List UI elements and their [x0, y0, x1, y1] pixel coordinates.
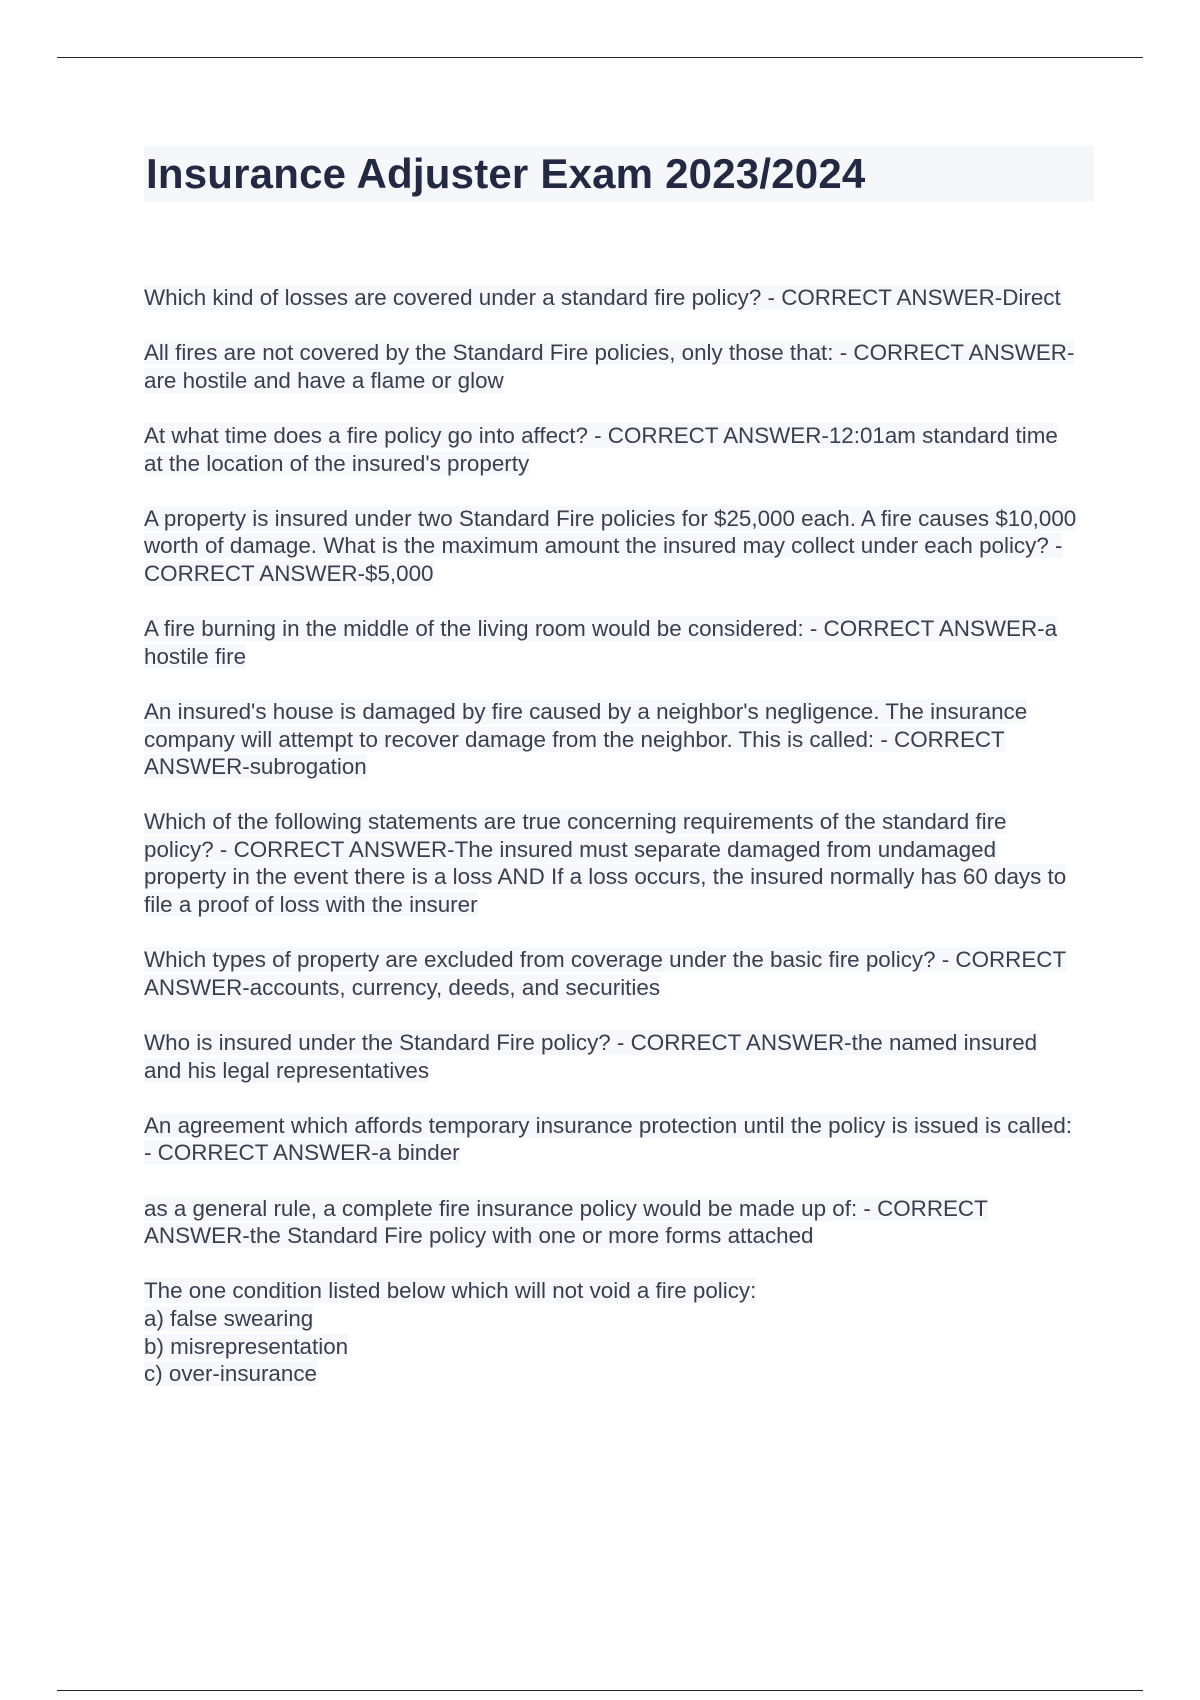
qa-text: Which kind of losses are covered under a standard fire policy? - CORRECT ANSWER-Direct: [144, 285, 1061, 310]
qa-option: c) over-insurance: [144, 1361, 317, 1387]
qa-option: a) false swearing: [144, 1305, 314, 1331]
qa-list: [144, 284, 1094, 1388]
qa-entry: [144, 698, 1094, 781]
qa-entry: [144, 505, 1094, 588]
qa-text: Which of the following statements are true concerning requirements of the standard fire policy? - CORRECT ANSWER-The insured must separate damaged from undamaged property in the event there is a loss AND If a loss occurs, the insured normally has 60 days to file a proof of loss with the insurer: [144, 809, 1067, 918]
qa-text: At what time does a fire policy go into affect? - CORRECT ANSWER-12:01am standard time at the location of the insured's property: [144, 422, 1058, 476]
qa-text: Which types of property are excluded from coverage under the basic fire policy? - CORRECT ANSWER-accounts, currency, deeds, and securities: [144, 947, 1067, 1000]
bottom-rule: [57, 1690, 1143, 1691]
qa-entry: [144, 1195, 1094, 1250]
qa-option: b) misrepresentation: [144, 1333, 349, 1359]
qa-entry-last: [144, 1277, 1094, 1387]
qa-text: An agreement which affords temporary insurance protection until the policy is issued is called: - CORRECT ANSWER-a binder: [144, 1112, 1073, 1166]
qa-text: as a general rule, a complete fire insurance policy would be made up of: - CORRECT ANSWER-the Standard Fire policy with one or more forms attached: [144, 1195, 988, 1249]
top-rule: [57, 57, 1143, 58]
title-band: [144, 146, 1094, 202]
qa-entry: [144, 422, 1094, 477]
document-title: Insurance Adjuster Exam 2023/2024: [146, 150, 866, 197]
qa-text: All fires are not covered by the Standard Fire policies, only those that: - CORRECT ANSWER-are hostile and have a flame or glow: [144, 340, 1075, 393]
qa-entry: [144, 284, 1094, 312]
qa-entry: [144, 808, 1094, 918]
qa-entry: [144, 1112, 1094, 1167]
qa-entry: [144, 339, 1094, 394]
qa-text: An insured's house is damaged by fire caused by a neighbor's negligence. The insurance company will attempt to recover damage from the neighbor. This is called: - CORRECT ANSWER-subrogation: [144, 698, 1028, 780]
qa-entry: [144, 1029, 1094, 1084]
qa-text: A fire burning in the middle of the living room would be considered: - CORRECT ANSWER-a hostile fire: [144, 616, 1058, 669]
qa-text: A property is insured under two Standard Fire policies for $25,000 each. A fire causes $10,000 worth of damage. What is the maximum amount the insured may collect under each policy? - CORRECT ANSWER-$5,000: [144, 505, 1077, 586]
qa-entry: [144, 615, 1094, 670]
qa-entry: [144, 946, 1094, 1001]
qa-text: Who is insured under the Standard Fire policy? - CORRECT ANSWER-the named insured and his legal representatives: [144, 1030, 1038, 1083]
qa-question: The one condition listed below which will not void a fire policy:: [144, 1278, 757, 1304]
document-page: [144, 146, 1094, 1415]
